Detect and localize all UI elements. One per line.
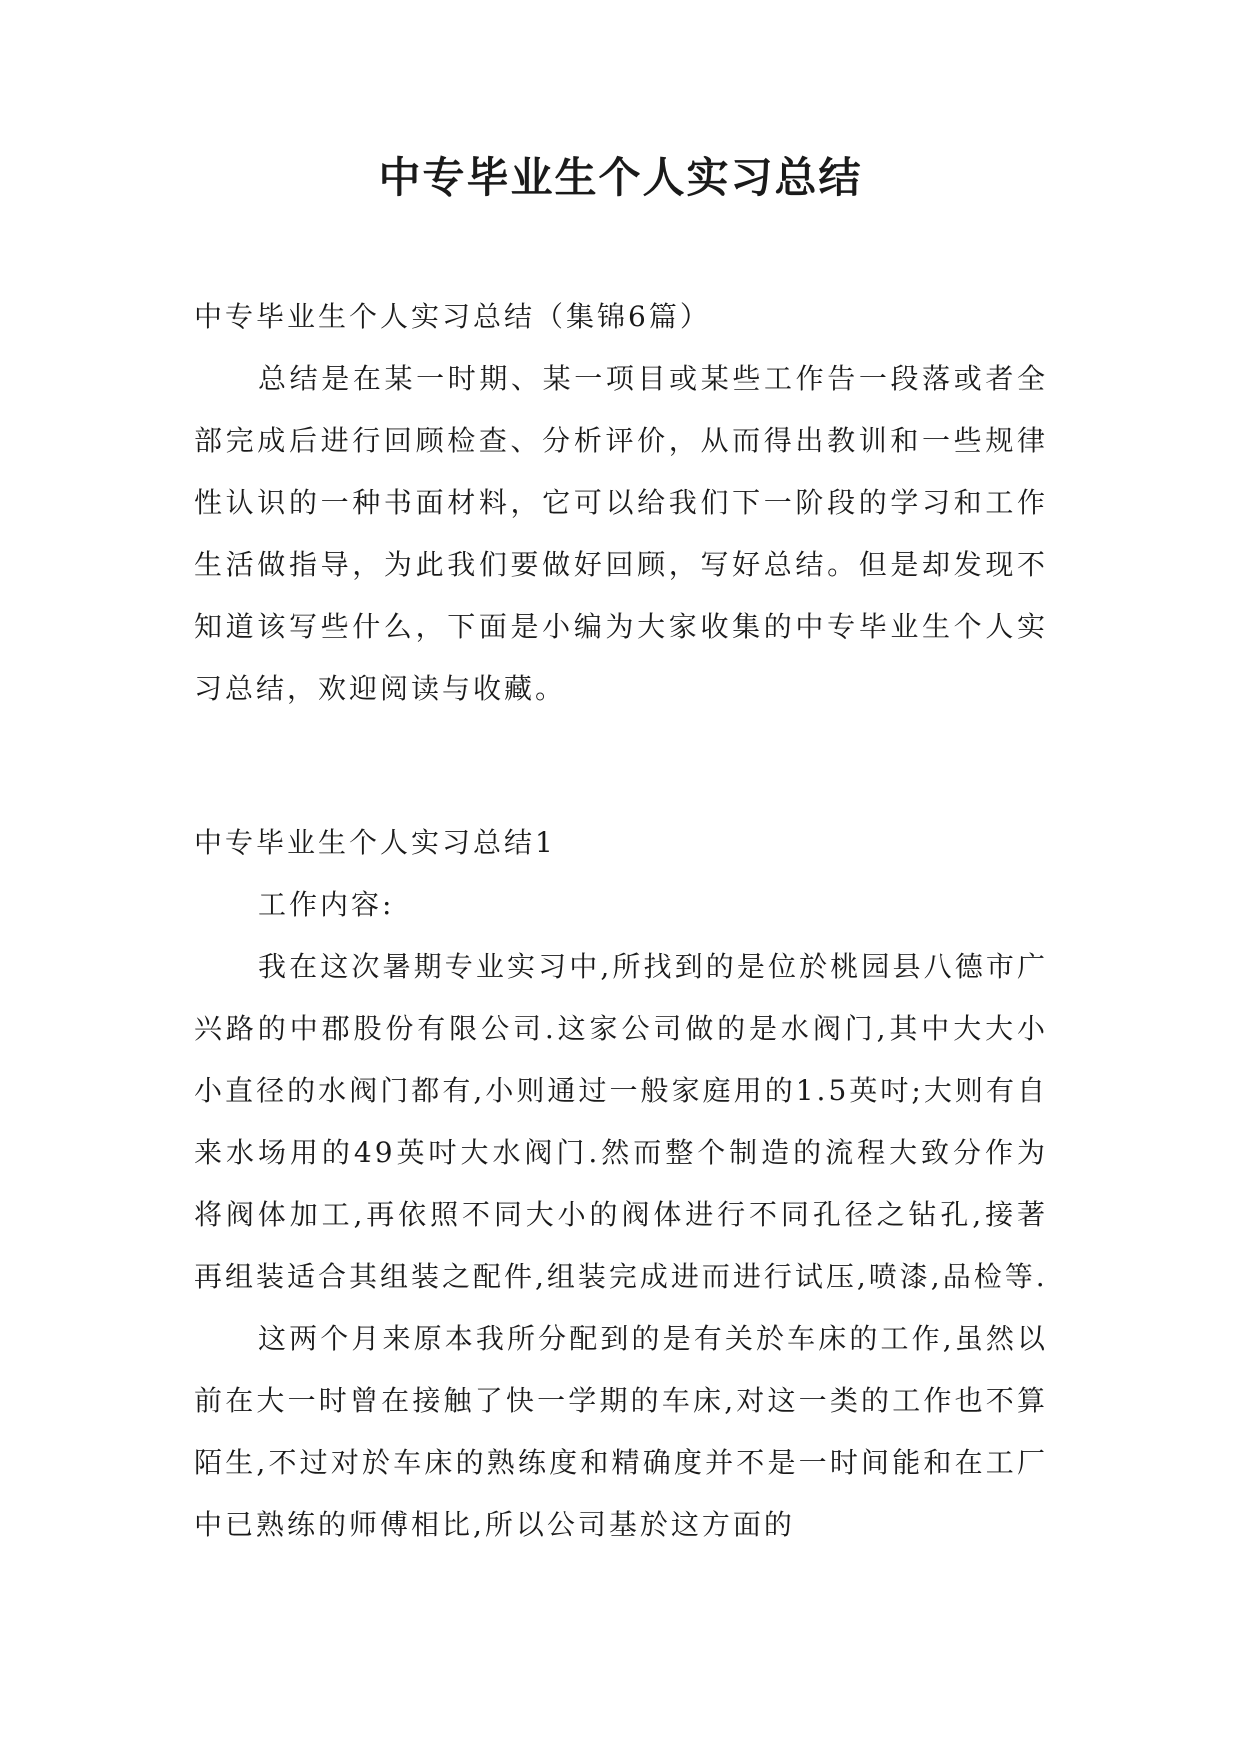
body-paragraph-2: 这两个月来原本我所分配到的是有关於车床的工作,虽然以前在大一时曾在接触了快一学期的车床,对这一类的工作也不算陌生,不过对於车床的熟练度和精确度并不是一时间能和在工厂中已熟练的师傅相比,所以公司基於这方面的 — [194, 1322, 1048, 1541]
work-content-label: 工作内容: — [258, 888, 395, 921]
body-paragraph-1: 我在这次暑期专业实习中,所找到的是位於桃园县八德市广兴路的中郡股份有限公司.这家公司做的是水阀门,其中大大小小直径的水阀门都有,小则通过一般家庭用的1.5英吋;大则有自来水场用的49英吋大水阀门.然而整个制造的流程大致分作为将阀体加工,再依照不同大小的阀体进行不同孔径之钻孔,接著再组装适合其组装之配件,组装完成进而进行试压,喷漆,品检等. — [194, 950, 1048, 1293]
section-heading: 中专毕业生个人实习总结1 — [194, 826, 556, 859]
document-subtitle: 中专毕业生个人实习总结（集锦6篇） — [194, 300, 711, 333]
document-title: 中专毕业生个人实习总结 — [378, 153, 863, 202]
intro-paragraph: 总结是在某一时期、某一项目或某些工作告一段落或者全部完成后进行回顾检查、分析评价，从而得出教训和一些规律性认识的一种书面材料，它可以给我们下一阶段的学习和工作生活做指导，为此我们要做好回顾，写好总结。但是却发现不知道该写些什么，下面是小编为大家收集的中专毕业生个人实习总结，欢迎阅读与收藏。 — [194, 362, 1048, 705]
